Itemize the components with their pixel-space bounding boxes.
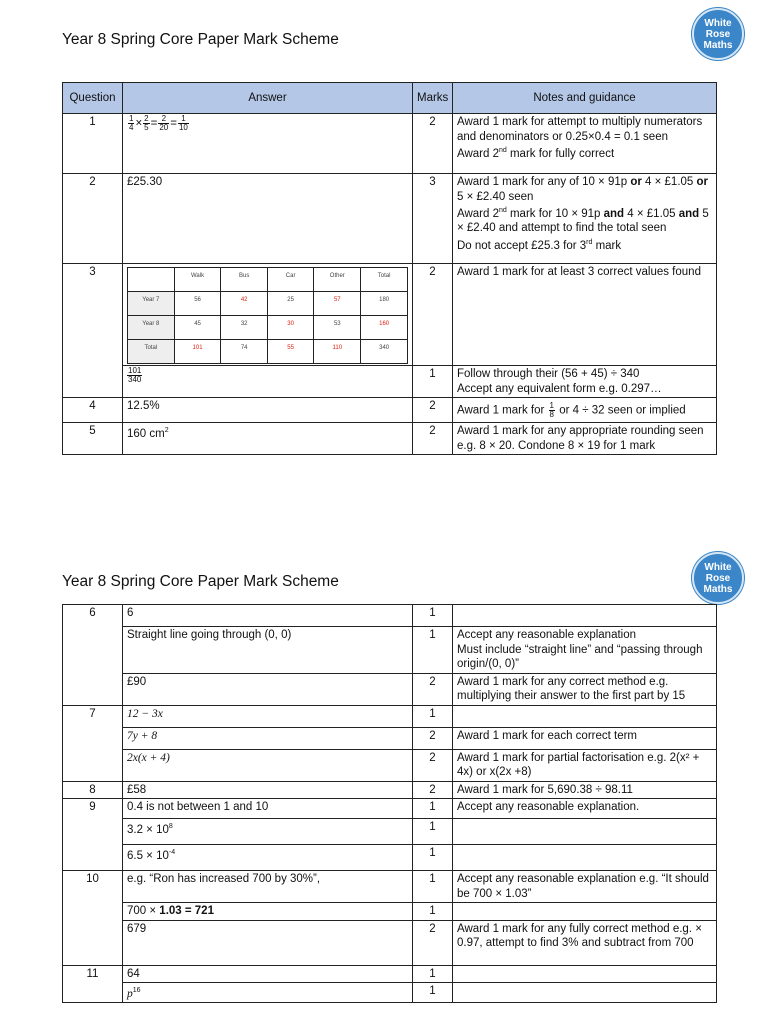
answer-cell: 679 bbox=[123, 920, 413, 965]
mark-scheme-table-1 bbox=[62, 82, 717, 455]
notes-cell: Accept any reasonable explanation. bbox=[453, 799, 717, 819]
fraction: $\frac{1}{4}$ bbox=[129, 114, 134, 132]
page-title: Year 8 Spring Core Paper Mark Scheme bbox=[62, 573, 339, 590]
two-way-table-cell: Car bbox=[267, 268, 313, 292]
table-row bbox=[63, 845, 717, 871]
white-rose-maths-logo: White Rose Maths bbox=[692, 8, 744, 60]
marks-cell: 1 bbox=[413, 983, 453, 1003]
table-row bbox=[63, 920, 717, 965]
table-row bbox=[63, 903, 717, 921]
page-title: Year 8 Spring Core Paper Mark Scheme bbox=[62, 31, 339, 48]
table-row bbox=[63, 114, 717, 174]
answer-cell: £58 bbox=[123, 781, 413, 799]
table-row bbox=[63, 627, 717, 674]
marks-cell: 1 bbox=[413, 965, 453, 983]
answer-cell: 700 × 1.03 = 721 bbox=[123, 903, 413, 921]
marks-cell: 1 bbox=[413, 819, 453, 845]
table-row bbox=[63, 749, 717, 781]
fraction: $\frac{2}{5}$ bbox=[144, 114, 149, 132]
answer-cell: 12 − 3x bbox=[123, 705, 413, 727]
mark-scheme-table-2 bbox=[62, 604, 717, 1003]
answer-cell: £25.30 bbox=[123, 174, 413, 264]
two-way-table-cell: Walk bbox=[174, 268, 221, 292]
answer-cell: 160 $cm^2$ bbox=[123, 423, 413, 455]
table-row bbox=[63, 983, 717, 1003]
answer-cell: $\frac{1}{4}$ × $\frac{2}{5}$ = $\frac{2}{20}$ = $\frac{1}{10}$ bbox=[123, 114, 413, 174]
marks-cell: 1 bbox=[413, 605, 453, 627]
table-row bbox=[63, 174, 717, 264]
two-way-table bbox=[127, 267, 408, 364]
notes-cell: Award 1 mark for partial factorisation e.g. 2(x² + 4x) or x(2x +8) bbox=[453, 749, 717, 781]
header-notes: Notes and guidance bbox=[453, 83, 717, 114]
marks-cell: 1 bbox=[413, 627, 453, 674]
table-row bbox=[63, 819, 717, 845]
two-way-table-cell: 74 bbox=[221, 340, 268, 364]
question-number: 4 bbox=[63, 398, 123, 423]
two-way-table-cell: 45 bbox=[174, 316, 221, 340]
two-way-table-cell: Year 7 bbox=[128, 292, 175, 316]
answer-cell: $p^{16}$ bbox=[123, 983, 413, 1003]
answer-cell: $3.2 \times 10^8$ bbox=[123, 819, 413, 845]
two-way-table-cell: 30 bbox=[267, 316, 313, 340]
two-way-table-cell: 57 bbox=[314, 292, 361, 316]
table-row bbox=[63, 366, 717, 398]
question-number: 7 bbox=[63, 705, 123, 781]
question-number: 10 bbox=[63, 871, 123, 966]
answer-cell: Straight line going through (0, 0) bbox=[123, 627, 413, 674]
marks-cell: 1 bbox=[413, 845, 453, 871]
notes-cell: Award 1 mark for any of 10 × 91p or 4 × £1.05 or 5 × £2.40 seen Award 2nd mark for 10 × 91p and 4 × £1.05 and 5 × £2.40 and attempt to find the total seen Do not accept £25.3 for 3rd mark bbox=[453, 174, 717, 264]
notes-cell: Accept any reasonable explanation Must include “straight line” and “passing through origin/(0, 0)” bbox=[453, 627, 717, 674]
two-way-table-cell: 340 bbox=[361, 340, 408, 364]
marks-cell: 2 bbox=[413, 749, 453, 781]
table-row bbox=[63, 605, 717, 627]
answer-cell: 7y + 8 bbox=[123, 727, 413, 749]
two-way-table-cell: 42 bbox=[221, 292, 268, 316]
answer-cell: $6.5 \times 10^{-4}$ bbox=[123, 845, 413, 871]
table-row bbox=[63, 871, 717, 903]
answer-cell: 12.5% bbox=[123, 398, 413, 423]
notes-cell bbox=[453, 903, 717, 921]
header-question: Question bbox=[63, 83, 123, 114]
question-number: 5 bbox=[63, 423, 123, 455]
two-way-table-cell: Other bbox=[314, 268, 361, 292]
marks-cell: 1 bbox=[413, 366, 453, 398]
question-number: 1 bbox=[63, 114, 123, 174]
answer-cell: 64 bbox=[123, 965, 413, 983]
notes-cell bbox=[453, 845, 717, 871]
marks-cell: 1 bbox=[413, 799, 453, 819]
two-way-table-cell: 110 bbox=[314, 340, 361, 364]
notes-cell bbox=[453, 705, 717, 727]
header-answer: Answer bbox=[123, 83, 413, 114]
two-way-table-cell: Bus bbox=[221, 268, 268, 292]
answer-cell: 2x(x + 4) bbox=[123, 749, 413, 781]
marks-cell: 3 bbox=[413, 174, 453, 264]
two-way-table-cell: 180 bbox=[361, 292, 408, 316]
table-row bbox=[63, 781, 717, 799]
marks-cell: 1 bbox=[413, 903, 453, 921]
marks-cell: 2 bbox=[413, 781, 453, 799]
two-way-table-cell: 55 bbox=[267, 340, 313, 364]
table-row bbox=[63, 965, 717, 983]
two-way-table-cell bbox=[128, 268, 175, 292]
answer-cell bbox=[123, 264, 413, 366]
notes-cell: Award 1 mark for at least 3 correct values found bbox=[453, 264, 717, 366]
two-way-table-cell: 32 bbox=[221, 316, 268, 340]
table-row bbox=[63, 727, 717, 749]
marks-cell: 2 bbox=[413, 423, 453, 455]
fraction: $\frac{1}{8}$ bbox=[549, 400, 554, 419]
marks-cell: 2 bbox=[413, 398, 453, 423]
question-number: 3 bbox=[63, 264, 123, 398]
marks-cell: 2 bbox=[413, 114, 453, 174]
notes-cell: Award 1 mark for attempt to multiply numerators and denominators or 0.25×0.4 = 0.1 seen Award 2nd mark for fully correct bbox=[453, 114, 717, 174]
notes-cell: Award 1 mark for any fully correct method e.g. × 0.97, attempt to find 3% and subtract from 700 bbox=[453, 920, 717, 965]
table-row bbox=[63, 799, 717, 819]
table-row bbox=[63, 264, 717, 366]
two-way-table-cell: Total bbox=[128, 340, 175, 364]
two-way-table-cell: 160 bbox=[361, 316, 408, 340]
marks-cell: 1 bbox=[413, 705, 453, 727]
answer-cell: e.g. “Ron has increased 700 by 30%”, bbox=[123, 871, 413, 903]
table-row bbox=[63, 705, 717, 727]
marks-cell: 2 bbox=[413, 673, 453, 705]
question-number: 9 bbox=[63, 799, 123, 871]
answer-cell: 6 bbox=[123, 605, 413, 627]
notes-cell: Accept any reasonable explanation e.g. “It should be 700 × 1.03” bbox=[453, 871, 717, 903]
header-marks: Marks bbox=[413, 83, 453, 114]
fraction: $\frac{101}{340}$ bbox=[128, 366, 142, 384]
question-number: 11 bbox=[63, 965, 123, 1003]
question-number: 2 bbox=[63, 174, 123, 264]
notes-cell: Award 1 mark for any appropriate rounding seen e.g. 8 × 20. Condone 8 × 19 for 1 mark bbox=[453, 423, 717, 455]
table-row bbox=[63, 423, 717, 455]
notes-cell: Award 1 mark for each correct term bbox=[453, 727, 717, 749]
two-way-table-cell: 56 bbox=[174, 292, 221, 316]
notes-cell: Award 1 mark for 5,690.38 ÷ 98.11 bbox=[453, 781, 717, 799]
notes-cell: Follow through their (56 + 45) ÷ 340 Accept any equivalent form e.g. 0.297… bbox=[453, 366, 717, 398]
notes-cell bbox=[453, 605, 717, 627]
fraction: $\frac{2}{20}$ bbox=[159, 114, 169, 132]
question-number: 6 bbox=[63, 605, 123, 706]
marks-cell: 2 bbox=[413, 264, 453, 366]
answer-cell: £90 bbox=[123, 673, 413, 705]
table-row bbox=[63, 673, 717, 705]
two-way-table-cell: 53 bbox=[314, 316, 361, 340]
table-header-row bbox=[63, 83, 717, 114]
two-way-table-cell: 101 bbox=[174, 340, 221, 364]
question-number: 8 bbox=[63, 781, 123, 799]
marks-cell: 1 bbox=[413, 871, 453, 903]
white-rose-maths-logo: White Rose Maths bbox=[692, 552, 744, 604]
answer-cell bbox=[123, 366, 413, 398]
marks-cell: 2 bbox=[413, 920, 453, 965]
two-way-table-cell: 25 bbox=[267, 292, 313, 316]
notes-cell bbox=[453, 983, 717, 1003]
two-way-table-cell: Year 8 bbox=[128, 316, 175, 340]
table-row bbox=[63, 398, 717, 423]
notes-cell: Award 1 mark for any correct method e.g. multiplying their answer to the first part by 15 bbox=[453, 673, 717, 705]
answer-cell: 0.4 is not between 1 and 10 bbox=[123, 799, 413, 819]
marks-cell: 2 bbox=[413, 727, 453, 749]
notes-cell bbox=[453, 965, 717, 983]
notes-cell: Award 1 mark for $\frac{1}{8}$ or 4 ÷ 32 seen or implied bbox=[453, 398, 717, 423]
fraction: $\frac{1}{10}$ bbox=[178, 114, 188, 132]
two-way-table-cell: Total bbox=[361, 268, 408, 292]
notes-cell bbox=[453, 819, 717, 845]
